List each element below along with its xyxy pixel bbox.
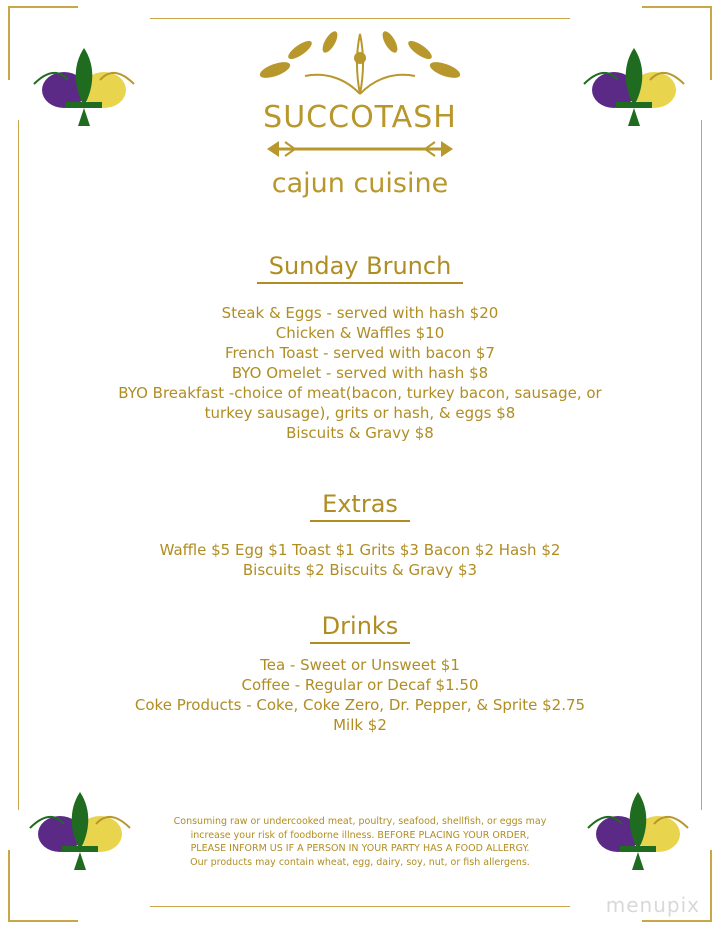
- frame-bottom-center: [150, 906, 570, 907]
- section-title-extras: [0, 490, 720, 522]
- frame-right-top: [710, 6, 712, 80]
- menu-line: Waffle $5 Egg $1 Toast $1 Grits $3 Bacon $2 Hash $2: [159, 541, 561, 559]
- menu-line: Biscuits $2 Biscuits & Gravy $3: [242, 561, 478, 579]
- brand-subtitle: cajun cuisine: [271, 168, 449, 199]
- menu-line: Milk $2: [333, 716, 387, 734]
- watermark: menupix: [605, 893, 700, 917]
- disclaimer-line: Our products may contain wheat, egg, dairy, soy, nut, or fish allergens.: [190, 856, 530, 868]
- drinks-items: [0, 655, 720, 735]
- frame-left-bottom: [8, 850, 10, 922]
- frame-bottom-left: [8, 920, 78, 922]
- menu-line: Chicken & Waffles $10: [275, 324, 445, 342]
- section-title-drinks: [0, 612, 720, 644]
- frame-bottom-right: [642, 920, 712, 922]
- disclaimer-line: PLEASE INFORM US IF A PERSON IN YOUR PARTY HAS A FOOD ALLERGY.: [190, 843, 530, 854]
- section-heading: Extras: [310, 490, 410, 522]
- arrow-divider-icon: [265, 138, 455, 160]
- extras-items: [0, 540, 720, 580]
- frame-right-bottom: [710, 850, 712, 922]
- frame-top-right: [642, 6, 712, 8]
- menu-line: BYO Breakfast -choice of meat(bacon, turkey bacon, sausage, or: [118, 384, 602, 402]
- menu-line: Biscuits & Gravy $8: [286, 424, 434, 442]
- brand-name: SUCCOTASH: [263, 100, 457, 135]
- brunch-items: [0, 303, 720, 443]
- menu-line: turkey sausage), grits or hash, & eggs $8: [204, 404, 516, 422]
- disclaimer-line: Consuming raw or undercooked meat, poultry, seafood, shellfish, or eggs may: [173, 816, 547, 827]
- section-heading: Sunday Brunch: [257, 252, 464, 284]
- frame-top-left: [8, 6, 78, 8]
- leaf-ornament-icon: [245, 28, 475, 100]
- menu-line: Coffee - Regular or Decaf $1.50: [241, 676, 479, 694]
- section-heading: Drinks: [310, 612, 411, 644]
- disclaimer-line: increase your risk of foodborne illness. BEFORE PLACING YOUR ORDER,: [190, 829, 530, 841]
- section-title-brunch: [0, 252, 720, 284]
- frame-top-center: [150, 18, 570, 19]
- allergy-disclaimer: [150, 815, 570, 869]
- frame-left-top: [8, 6, 10, 80]
- fleur-de-lis-icon: [20, 788, 140, 878]
- menu-line: Steak & Eggs - served with hash $20: [221, 304, 499, 322]
- fleur-de-lis-icon: [578, 788, 698, 878]
- menu-line: Coke Products - Coke, Coke Zero, Dr. Pepper, & Sprite $2.75: [134, 696, 586, 714]
- menu-line: BYO Omelet - served with hash $8: [231, 364, 489, 382]
- menu-line: French Toast - served with bacon $7: [225, 344, 495, 362]
- menu-line: Tea - Sweet or Unsweet $1: [260, 656, 460, 674]
